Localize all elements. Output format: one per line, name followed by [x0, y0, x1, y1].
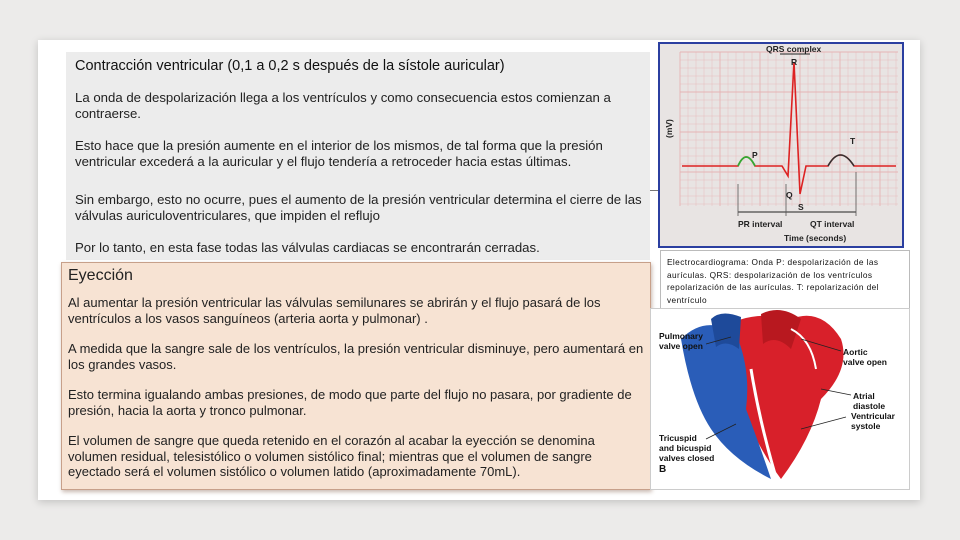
ecg-chart	[660, 44, 902, 246]
ejection-paragraph-4: El volumen de sangre que queda retenido en el corazón al acabar la eyección se denomina volumen residual, telesistólico o volumen sistólico final; mientras que el volumen de sangre eyectado será el volumen sistólico o volumen latido (aproximadamente 70mL).	[68, 433, 595, 479]
pulmonary-valve-label: Pulmonary valve open	[659, 331, 703, 351]
aortic-valve-label: Aortic valve open	[843, 347, 887, 367]
t-wave-label: T	[850, 136, 856, 146]
q-wave-label: Q	[786, 190, 793, 200]
s-wave-label: S	[798, 202, 804, 212]
heart-figure	[650, 308, 910, 490]
x-axis-label: Time (seconds)	[784, 233, 847, 243]
paragraph-1: La onda de despolarización llega a los ventrículos y como consecuencia estos comienzan a contraerse.	[75, 90, 611, 121]
pr-interval-label: PR interval	[738, 219, 783, 229]
ejection-paragraph-2: A medida que la sangre sale de los ventrículos, la presión ventricular disminuye, pero aumentará en los grandes vasos.	[68, 341, 644, 372]
qt-interval-label: QT interval	[810, 219, 855, 229]
figure-letter: B	[659, 464, 667, 475]
ventricular-systole-label: Ventricular systole	[851, 411, 895, 431]
paragraph-3: Sin embargo, esto no ocurre, pues el aumento de la presión ventricular determina el cierre de las válvulas auriculoventriculares, que impiden el reflujo	[75, 192, 642, 223]
ejection-heading: Eyección	[68, 267, 133, 284]
ecg-caption-box	[660, 250, 910, 314]
ecg-caption: Electrocardiograma: Onda P: despolarización de las aurículas. QRS: despolarización de los ventrículos repolarización de las aurículas. T: repolarización del ventrículo	[667, 257, 879, 305]
divider-line	[650, 190, 658, 191]
ecg-grid	[680, 52, 898, 206]
intro-panel	[66, 52, 650, 260]
ecg-figure	[658, 42, 904, 248]
y-axis-label: (mV)	[664, 119, 674, 138]
ejection-paragraph-3: Esto termina igualando ambas presiones, de modo que parte del flujo no pasara, por gradiente de presión, hacia la aorta y tronco pulmonar.	[68, 387, 632, 418]
section-title: Contracción ventricular (0,1 a 0,2 s después de la sístole auricular)	[75, 58, 505, 74]
r-wave-label: R	[791, 57, 798, 67]
ejection-panel	[61, 262, 651, 490]
ejection-paragraph-1: Al aumentar la presión ventricular las válvulas semilunares se abrirán y el flujo pasará de los ventrículos a los vasos sanguíneos (arteria aorta y pulmonar) .	[68, 295, 601, 326]
paragraph-2: Esto hace que la presión aumente en el interior de los mismos, de tal forma que la presión ventricular excederá a la auricular y el flujo tendería a retroceder hacia estas últimas.	[75, 138, 603, 169]
p-wave-label: P	[752, 150, 758, 160]
atrial-diastole-label: Atrial diastole	[853, 391, 886, 411]
qrs-complex-label: QRS complex	[766, 44, 822, 54]
paragraph-4: Por lo tanto, en esta fase todas las válvulas cardiacas se encontrarán cerradas.	[75, 240, 540, 255]
tricuspid-label: Tricuspid and bicuspid valves closed	[659, 433, 715, 463]
